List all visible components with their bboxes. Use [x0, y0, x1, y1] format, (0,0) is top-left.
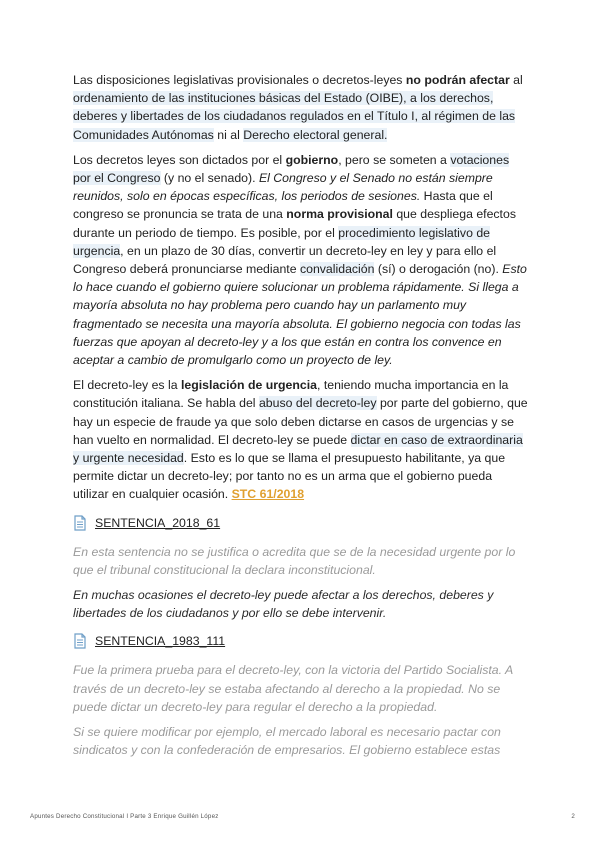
italic-text: El Congreso y el Senado no están siempre reunidos, solo en épocas específicas, los periodos de sesiones. — [73, 171, 493, 204]
text: El decreto-ley es la — [73, 378, 181, 393]
bold-text: gobierno — [285, 152, 339, 167]
paragraph-decretos-limits — [73, 71, 528, 144]
sentencia-1983-111-link[interactable] — [73, 632, 528, 650]
text: ni al — [213, 127, 244, 142]
note-primera-prueba: Fue la primera prueba para el decreto-ley, con la victoria del Partido Socialista. A través de un decreto-ley se estaba afectando al derecho a la propiedad. No se puede dictar un decreto-ley para regular el derecho a la propiedad. — [73, 663, 513, 714]
highlighted-text: convalidación — [299, 262, 375, 277]
text: Los decretos leyes son dictados por el — [73, 152, 286, 167]
sentencia-label: SENTENCIA_2018_61 — [95, 515, 221, 530]
highlighted-text: abuso del decreto-ley — [258, 396, 377, 411]
note-derechos: En muchas ocasiones el decreto-ley puede afectar a los derechos, deberes y libertades de los ciudadanos y por ello se debe intervenir. — [73, 588, 494, 621]
highlighted-text: dictar en caso de extraordinaria y urgente necesidad — [73, 432, 523, 466]
text: , en un plazo de 30 días, convertir un decreto-ley en ley y para ello el Congreso deberá pronunciarse mediante — [73, 243, 497, 277]
page-footer — [30, 813, 575, 820]
bold-text: no podrán afectar — [405, 73, 510, 87]
note-inconstitucional: En esta sentencia no se justifica o acredita que se de la necesidad urgente por lo que el tribunal constitucional la declara inconstitucional. — [73, 544, 516, 577]
text: , teniendo mucha importancia en la constitución italiana. Se habla del — [73, 378, 509, 411]
sentencia-2018-61-link[interactable] — [73, 514, 528, 532]
footer-title: Apuntes Derecho Constitucional I Parte 3 Enrique Guillén López — [30, 813, 219, 820]
page-content — [73, 71, 528, 767]
paragraph-legislacion-urgencia — [73, 376, 528, 503]
highlighted-text: Derecho electoral general. — [243, 127, 388, 142]
bold-text: norma provisional — [286, 207, 393, 222]
text: (sí) o derogación (no). — [374, 262, 503, 277]
highlighted-text: procedimiento legislativo de urgencia — [73, 225, 490, 258]
text: por parte del gobierno, que hay un especie de fraude ya que solo deben dictarse en casos de urgencias y se han vuelto en normalidad. El decreto-ley se puede — [73, 396, 528, 447]
text: Hasta que el congreso se pronuncia se trata de una — [73, 189, 493, 222]
bold-text: legislación de urgencia — [181, 378, 317, 393]
highlighted-text: ordenamiento de las instituciones básicas del Estado (OIBE), a los derechos, deberes y libertades de los ciudadanos regulados en el Título I, al régimen de las Comunidades Autónomas — [73, 91, 516, 142]
sentencia-label: SENTENCIA_1983_111 — [95, 634, 226, 649]
text: . Esto es lo que se llama el presupuesto habilitante, ya que permite dictar un decreto-ley; por tanto no es un arma que el gobierno pueda utilizar en cualquier ocasión. — [73, 451, 506, 502]
paragraph-dictados-gobierno — [73, 151, 528, 369]
text: (y no el senado). — [160, 171, 259, 186]
text: que despliega efectos durante un periodo de tiempo. Es posible, por el — [73, 207, 516, 240]
text: al — [509, 73, 523, 87]
document-icon — [73, 633, 87, 649]
text: Las disposiciones legislativas provisionales o decretos-leyes — [73, 73, 406, 87]
italic-text: Esto lo hace cuando el gobierno quiere solucionar un problema rápidamente. Si llega a mayoría absoluta no hay problema pero cuando hay un parlamento muy fragmentado se necesita una mayoría absoluta. El gobierno negocia con todas las fuerzas que apoyan al decreto-ley y a los que están en contra los convence en aceptar a cambio de promulgarlo como un proyecto de ley. — [73, 262, 527, 368]
stc-link[interactable]: STC 61/2018 — [231, 487, 305, 502]
highlighted-text: votaciones por el Congreso — [73, 152, 510, 186]
document-icon — [73, 515, 87, 531]
note-mercado-laboral: Si se quiere modificar por ejemplo, el mercado laboral es necesario pactar con sindicatos y con la confederación de empresarios. El gobierno establece estas — [73, 725, 501, 758]
text: , pero se someten a — [338, 152, 451, 167]
page-number: 2 — [571, 813, 575, 820]
